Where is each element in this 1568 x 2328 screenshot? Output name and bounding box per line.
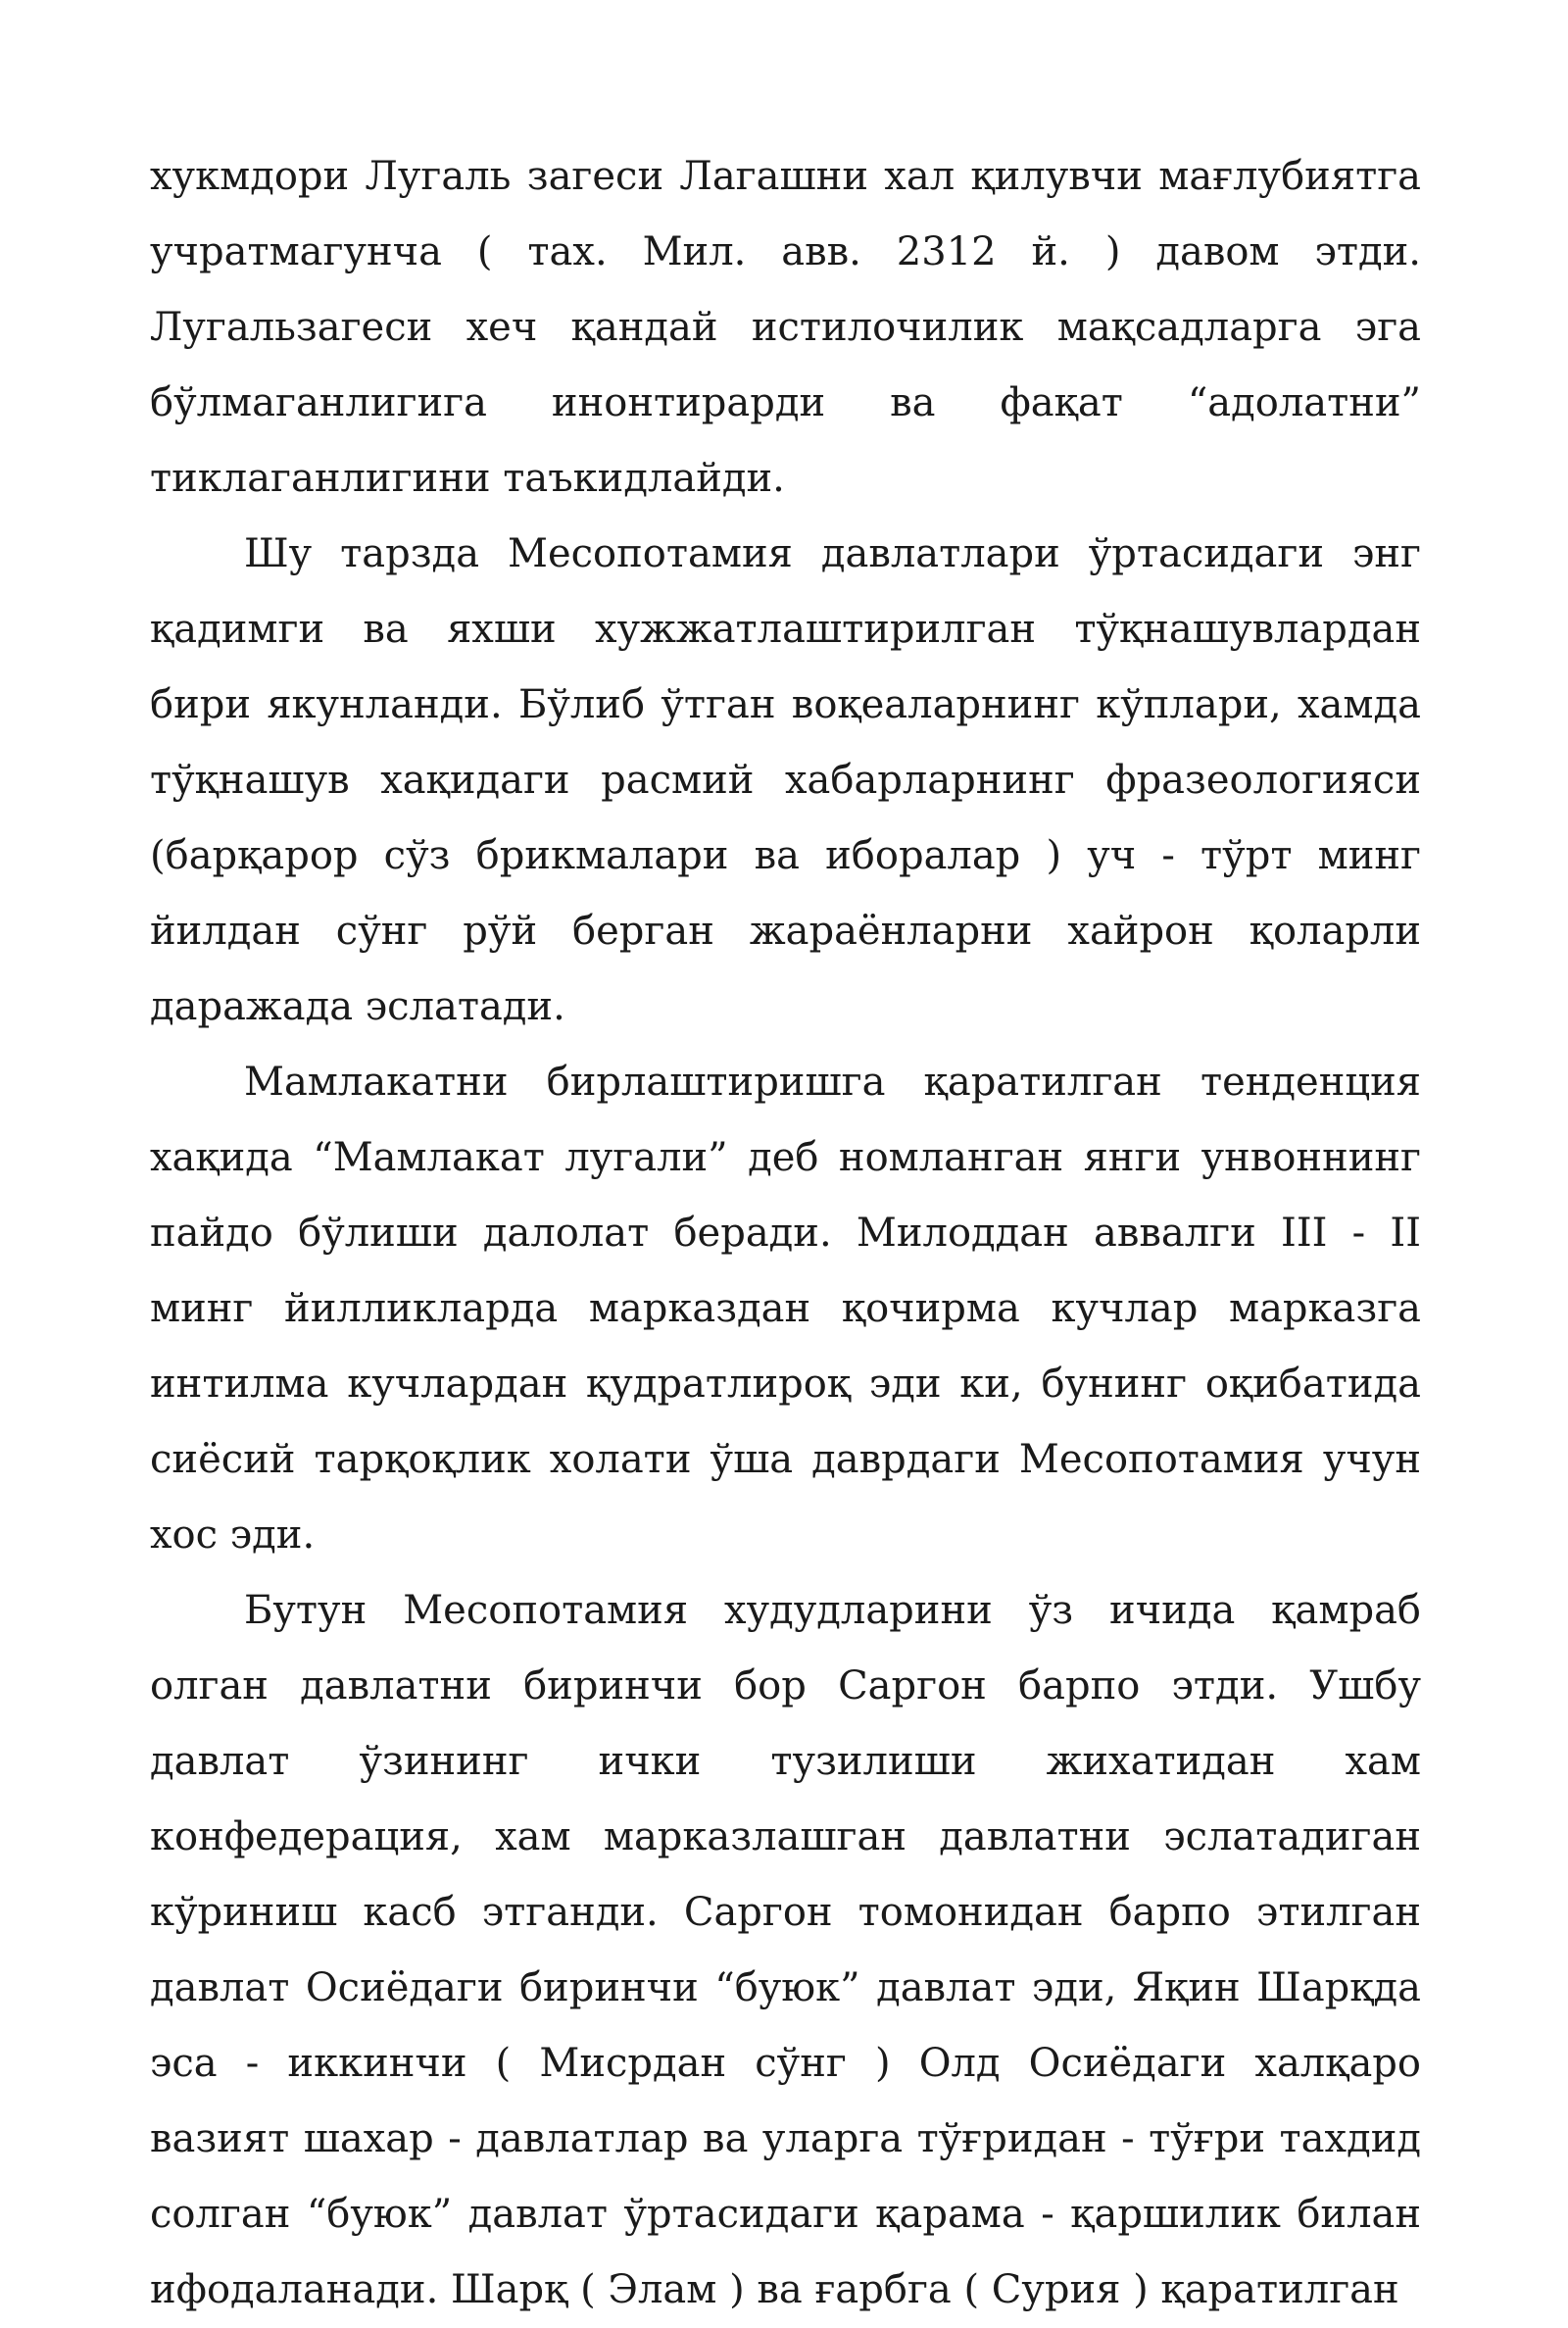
paragraph-2: Шу тарзда Месопотамия давлатлари ўртасидаги энг қадимги ва яхши хужжатлаштирилган тўқнашувлардан бири якунланди. Бўлиб ўтган воқеаларнинг кўплари, хамда тўқнашув хақидаги расмий хабарларнинг фразеологияси (барқарор сўз брикмалари ва иборалар ) уч - тўрт минг йилдан сўнг рўй берган жараёнларни хайрон қоларли даражада эслатади. <box>150 531 1421 1029</box>
body-text <box>150 139 1421 2328</box>
paragraph-1: хукмдори Лугаль загеси Лагашни хал қилувчи мағлубиятга учратмагунча ( тах. Мил. авв. 2312 й. ) давом этди. Лугальзагеси хеч қандай истилочилик мақсадларга эга бўлмаганлигига инонтирарди ва фақат “адолатни” тиклаганлигини таъкидлайди. <box>150 154 1421 501</box>
paragraph-3: Мамлакатни бирлаштиришга қаратилган тенденция хақида “Мамлакат лугали” деб номланган янги унвоннинг пайдо бўлиши далолат беради. Милоддан аввалги III - II минг йилликларда марказдан қочирма кучлар марказга интилма кучлардан қудратлироқ эди ки, бунинг оқибатида сиёсий тарқоқлик холати ўша даврдаги Месопотамия учун хос эди. <box>150 1060 1421 1558</box>
paragraph-4: Бутун Месопотамия худудларини ўз ичида қамраб олган давлатни биринчи бор Саргон барпо этди. Ушбу давлат ўзининг ички тузилиши жихатидан хам конфедерация, хам марказлашган давлатни эслатадиган кўриниш касб этганди. Саргон томонидан барпо этилган давлат Осиёдаги биринчи “буюк” давлат эди, Яқин Шарқда эса - иккинчи ( Мисрдан сўнг ) Олд Осиёдаги халқаро вазият шахар - давлатлар ва уларга тўғридан - тўғри тахдид солган “буюк” давлат ўртасидаги қарама - қаршилик билан ифодаланади. Шарқ ( Элам ) ва ғарбга ( Сурия ) қаратилган <box>150 1588 1421 2312</box>
